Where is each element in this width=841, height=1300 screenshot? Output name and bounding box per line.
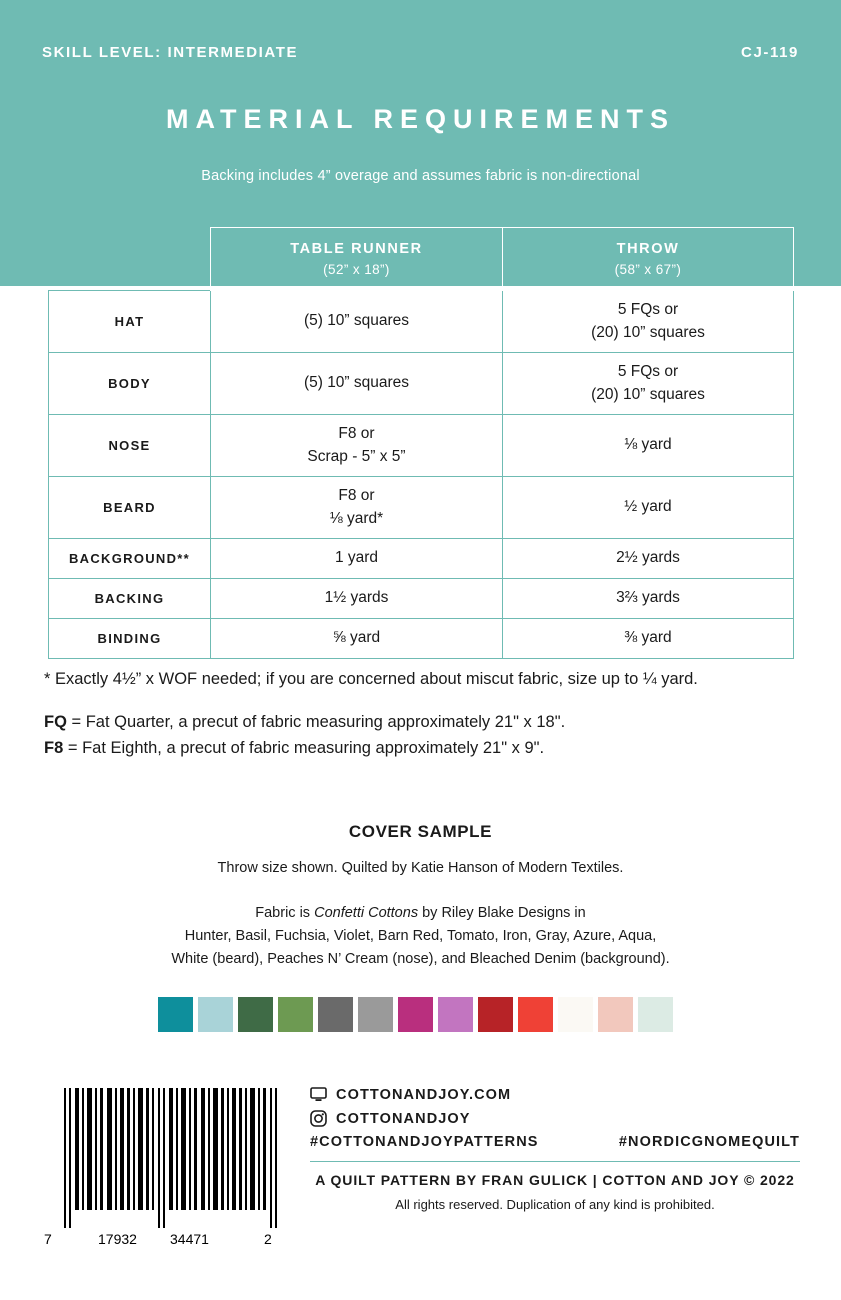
note-asterisk: * Exactly 4½” x WOF needed; if you are concerned about miscut fabric, size up to ¼ yard. <box>44 670 698 688</box>
hashtag-row <box>310 1134 800 1150</box>
cover-sample-line1: Throw size shown. Quilted by Katie Hanson of Modern Textiles. <box>217 860 624 876</box>
row-label-beard: BEARD <box>49 477 211 539</box>
material-requirements-table <box>48 227 794 659</box>
color-swatch <box>478 997 513 1032</box>
page-title: MATERIAL REQUIREMENTS <box>165 104 675 134</box>
color-swatch <box>358 997 393 1032</box>
table-header-blank <box>49 228 211 291</box>
table-header-table-runner-label: TABLE RUNNER <box>290 240 423 257</box>
note-fat-eighth <box>44 739 544 758</box>
note-f8-key: F8 <box>44 739 64 757</box>
row-label-background: BACKGROUND** <box>49 539 211 579</box>
cover-sample-colors-line2: White (beard), Peaches N’ Cream (nose), and Bleached Denim (background). <box>171 951 670 968</box>
color-swatch <box>598 997 633 1032</box>
barcode-digits-group2: 34471 <box>170 1231 209 1247</box>
barcode <box>62 1088 284 1228</box>
cell-hat-throw: 5 FQs or (20) 10” squares <box>503 291 794 353</box>
cell-nose-runner: F8 or Scrap - 5” x 5” <box>211 415 503 477</box>
color-swatch <box>558 997 593 1032</box>
pattern-code-label: CJ-119 <box>741 44 799 61</box>
table-header-throw <box>503 228 794 291</box>
color-swatch <box>278 997 313 1032</box>
table-header-throw-dim: (58” x 67”) <box>614 261 682 277</box>
website-label: COTTONANDJOY.COM <box>336 1086 512 1103</box>
footer-divider <box>310 1161 800 1162</box>
fabric-post: by Riley Blake Designs in <box>418 905 586 921</box>
row-label-hat: HAT <box>49 291 211 353</box>
instagram-row[interactable] <box>310 1110 800 1127</box>
footer <box>310 1086 800 1212</box>
color-swatch-row <box>158 997 683 1032</box>
barcode-bars <box>62 1088 284 1228</box>
cell-binding-throw: ⅜ yard <box>503 619 794 659</box>
cell-binding-runner: ⅝ yard <box>211 619 503 659</box>
instagram-label: COTTONANDJOY <box>336 1110 471 1127</box>
fabric-name: Confetti Cottons <box>314 905 419 921</box>
table-row <box>49 579 794 619</box>
skill-level-label: SKILL LEVEL: INTERMEDIATE <box>42 44 299 61</box>
cell-hat-runner: (5) 10” squares <box>211 291 503 353</box>
cover-sample-title: COVER SAMPLE <box>348 822 493 841</box>
row-label-nose: NOSE <box>49 415 211 477</box>
color-swatch <box>318 997 353 1032</box>
row-label-backing: BACKING <box>49 579 211 619</box>
cell-beard-runner: F8 or ⅛ yard* <box>211 477 503 539</box>
cell-body-throw: 5 FQs or (20) 10” squares <box>503 353 794 415</box>
row-label-binding: BINDING <box>49 619 211 659</box>
cover-sample-fabric-block <box>0 902 841 972</box>
monitor-icon <box>310 1086 327 1103</box>
table-row <box>49 415 794 477</box>
table-row <box>49 619 794 659</box>
table-row <box>49 539 794 579</box>
cover-sample-colors-line1: Hunter, Basil, Fuchsia, Violet, Barn Red, Tomato, Iron, Gray, Azure, Aqua, <box>184 928 657 945</box>
color-swatch <box>518 997 553 1032</box>
note-fq-key: FQ <box>44 713 67 731</box>
barcode-digit-right: 2 <box>264 1231 272 1247</box>
page-subtitle: Backing includes 4” overage and assumes fabric is non-directional <box>201 168 640 184</box>
cell-backing-runner: 1½ yards <box>211 579 503 619</box>
note-f8-text: = Fat Eighth, a precut of fabric measuring approximately 21" x 9". <box>63 739 545 757</box>
cell-background-throw: 2½ yards <box>503 539 794 579</box>
color-swatch <box>158 997 193 1032</box>
fabric-pre: Fabric is <box>255 905 315 921</box>
note-fq-text: = Fat Quarter, a precut of fabric measuring approximately 21" x 18". <box>66 713 566 731</box>
table-header-table-runner-dim: (52” x 18”) <box>323 261 390 277</box>
color-swatch <box>438 997 473 1032</box>
website-row[interactable] <box>310 1086 800 1103</box>
footer-credit: A QUILT PATTERN BY FRAN GULICK | COTTON AND JOY © 2022 <box>315 1172 795 1188</box>
instagram-icon <box>310 1110 327 1127</box>
row-label-body: BODY <box>49 353 211 415</box>
cell-backing-throw: 3⅔ yards <box>503 579 794 619</box>
color-swatch <box>638 997 673 1032</box>
table-row <box>49 477 794 539</box>
cover-sample-fabric-line <box>0 902 841 925</box>
color-swatch <box>238 997 273 1032</box>
table-header-row <box>49 228 794 291</box>
table-header-throw-label: THROW <box>616 240 680 257</box>
color-swatch <box>198 997 233 1032</box>
color-swatch <box>398 997 433 1032</box>
table-row <box>49 353 794 415</box>
hashtag-patterns: #COTTONANDJOYPATTERNS <box>310 1134 539 1150</box>
hashtag-quilt: #NORDICGNOMEQUILT <box>618 1134 800 1150</box>
cell-background-runner: 1 yard <box>211 539 503 579</box>
cell-nose-throw: ⅛ yard <box>503 415 794 477</box>
cell-body-runner: (5) 10” squares <box>211 353 503 415</box>
barcode-digits-group1: 17932 <box>98 1231 137 1247</box>
cell-beard-throw: ½ yard <box>503 477 794 539</box>
table-row <box>49 291 794 353</box>
footer-rights: All rights reserved. Duplication of any kind is prohibited. <box>395 1197 715 1212</box>
note-fat-quarter <box>44 713 565 732</box>
barcode-digit-left: 7 <box>44 1231 52 1247</box>
table-header-table-runner <box>211 228 503 291</box>
